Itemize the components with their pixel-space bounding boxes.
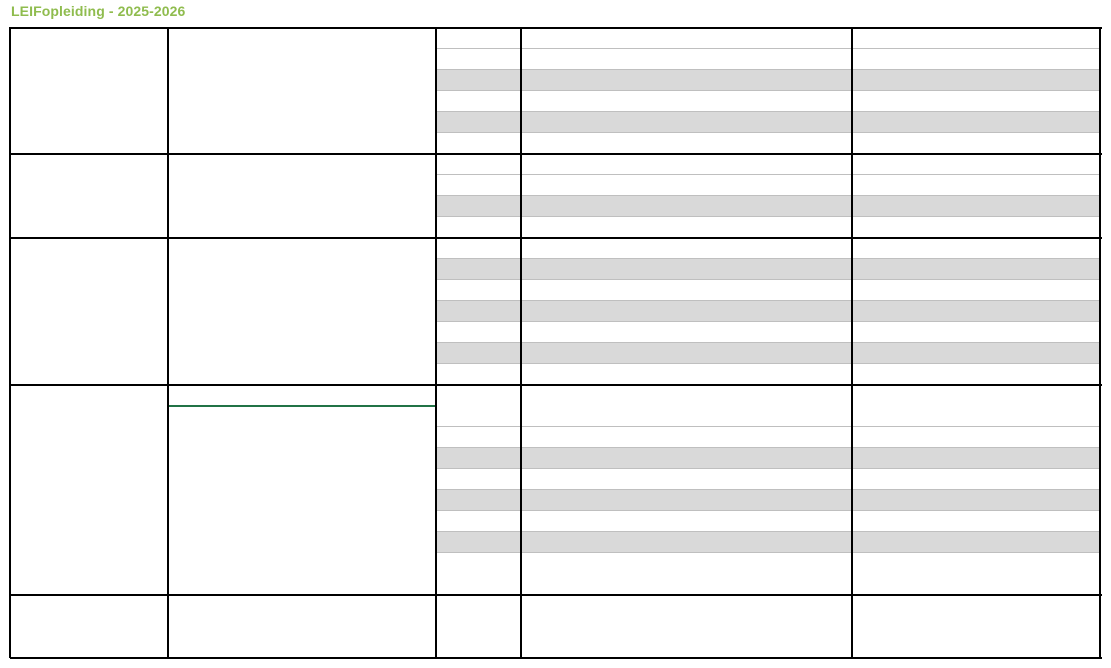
document-title: LEIFopleiding - 2025-2026 — [11, 3, 186, 19]
row-divider — [436, 174, 1100, 175]
row-divider — [436, 552, 1100, 553]
break-row-shade — [436, 343, 1100, 364]
row-divider — [436, 279, 1100, 280]
break-row-shade — [436, 532, 1100, 553]
row-divider — [436, 132, 1100, 133]
row-divider — [436, 321, 1100, 322]
module-divider — [10, 657, 1102, 659]
column-divider — [520, 27, 522, 658]
row-divider — [436, 90, 1100, 91]
module-divider — [10, 594, 1102, 596]
break-row-shade — [436, 301, 1100, 322]
table-border-top — [10, 27, 1102, 29]
module-divider — [10, 384, 1102, 386]
break-row-shade — [436, 196, 1100, 217]
column-divider — [9, 27, 11, 658]
column-divider — [851, 27, 853, 658]
module-divider — [10, 153, 1102, 155]
break-row-shade — [436, 112, 1100, 133]
break-row-shade — [436, 259, 1100, 280]
row-divider — [436, 510, 1100, 511]
column-divider — [435, 27, 437, 658]
row-divider — [436, 363, 1100, 364]
break-row-shade — [436, 70, 1100, 91]
row-divider — [436, 468, 1100, 469]
break-row-shade — [436, 448, 1100, 469]
break-row-shade — [436, 490, 1100, 511]
selected-cell[interactable] — [167, 384, 437, 407]
column-divider — [167, 27, 169, 658]
column-divider — [1099, 27, 1101, 658]
row-divider — [436, 216, 1100, 217]
row-divider — [436, 426, 1100, 427]
row-divider — [436, 48, 1100, 49]
module-divider — [10, 237, 1102, 239]
